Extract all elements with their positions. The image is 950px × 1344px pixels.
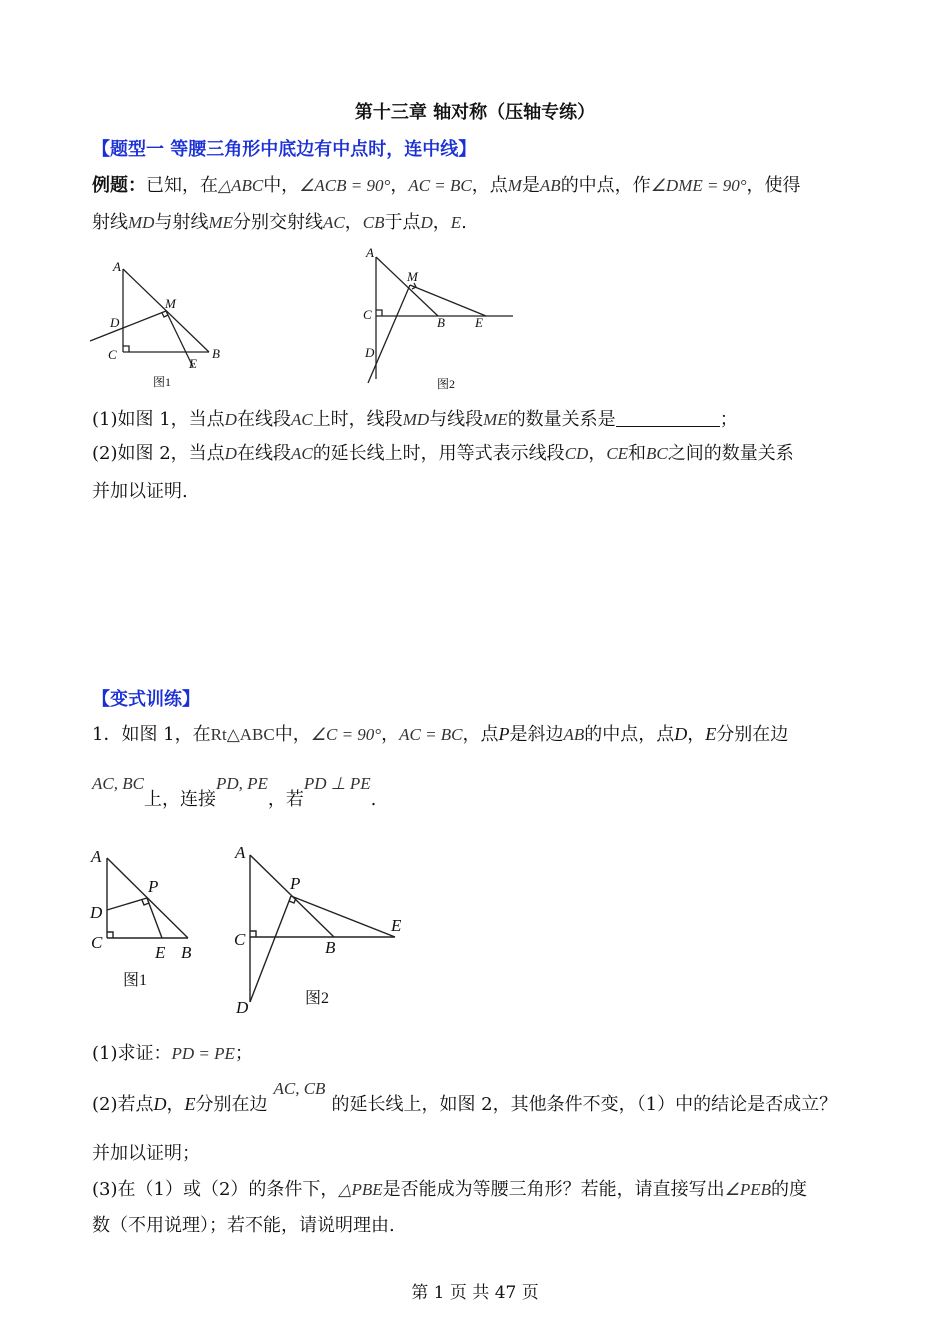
problem-1-line-2: AC, BC上，连接PD, PE，若PD ⊥ PE.: [92, 774, 377, 810]
label-C: C: [234, 930, 246, 949]
label-M: M: [165, 296, 176, 311]
example-line-2: 射线MD与射线ME分别交射线AC，CB于点D，E.: [92, 212, 467, 233]
label-D: D: [365, 345, 375, 360]
question-2-line-2: 并加以证明.: [92, 481, 188, 502]
variant-question-3-line-2: 数（不用说理）；若不能，请说明理由.: [92, 1215, 395, 1236]
label-A: A: [366, 245, 374, 260]
variant-question-2-line-2: 并加以证明；: [92, 1143, 200, 1164]
variant-question-1: (1)求证：PD = PE；: [92, 1043, 253, 1064]
label-M: M: [407, 269, 418, 284]
label-D: D: [110, 315, 120, 330]
label-E: E: [475, 315, 483, 330]
question-1: (1)如图 1，当点D在线段AC上时，线段MD与线段ME的数量关系是 ；: [92, 406, 738, 434]
variant-question-3-line-1: (3)在（1）或（2）的条件下，△PBE是否能成为等腰三角形？若能，请直接写出∠PEB的度: [92, 1179, 808, 1200]
label-C: C: [108, 347, 117, 362]
figure-2-example: [355, 245, 525, 395]
label-A: A: [91, 847, 102, 866]
label-A: A: [235, 843, 246, 862]
variant-question-2-line-1: (2)若点D，E分别在边AC, CB的延长线上，如图 2，其他条件不变，（1）中的结论是否成立？: [92, 1079, 838, 1115]
figure-2-variant: [230, 840, 415, 1020]
label-B: B: [437, 315, 445, 330]
example-line-1: 例题：已知，在△ABC中，∠ACB = 90°，AC = BC，点M是AB的中点，作∠DME = 90°，使得: [92, 175, 801, 196]
page-title: 第十三章 轴对称（压轴专练）: [354, 102, 596, 123]
figure-1-example: [85, 255, 235, 395]
current-page-number: 1: [433, 1283, 445, 1303]
page-footer: 第 1 页 共 47 页: [411, 1283, 539, 1303]
label-P: P: [290, 874, 301, 893]
label-P: P: [148, 877, 159, 896]
example-label: 例题：: [92, 175, 146, 196]
problem-1-line-1: 1．如图 1，在Rt△ABC中，∠C = 90°，AC = BC，点P是斜边AB的中点，点D，E分别在边: [92, 724, 789, 745]
label-B: B: [181, 943, 192, 962]
label-E: E: [155, 943, 166, 962]
label-E: E: [189, 356, 197, 371]
label-E: E: [391, 916, 402, 935]
label-B: B: [325, 938, 336, 957]
figure-2-caption: 图2: [305, 990, 330, 1007]
figure-1-variant: [85, 840, 205, 995]
label-C: C: [91, 933, 103, 952]
label-A: A: [113, 259, 121, 274]
answer-blank[interactable]: [616, 406, 720, 427]
figure-1-caption: 图1: [123, 972, 148, 989]
figure-1-caption: 图1: [153, 375, 172, 389]
section-heading-variant: 【变式训练】: [92, 689, 200, 710]
section-heading-type1: 【题型一 等腰三角形中底边有中点时，连中线】: [92, 139, 477, 160]
total-pages: 47: [494, 1283, 517, 1303]
label-B: B: [212, 346, 220, 361]
figure-2-caption: 图2: [437, 377, 456, 391]
label-C: C: [363, 307, 372, 322]
question-2-line-1: (2)如图 2，当点D在线段AC的延长线上时，用等式表示线段CD，CE和BC之间的数量关系: [92, 443, 794, 464]
label-D: D: [90, 903, 103, 922]
label-D: D: [236, 998, 249, 1017]
